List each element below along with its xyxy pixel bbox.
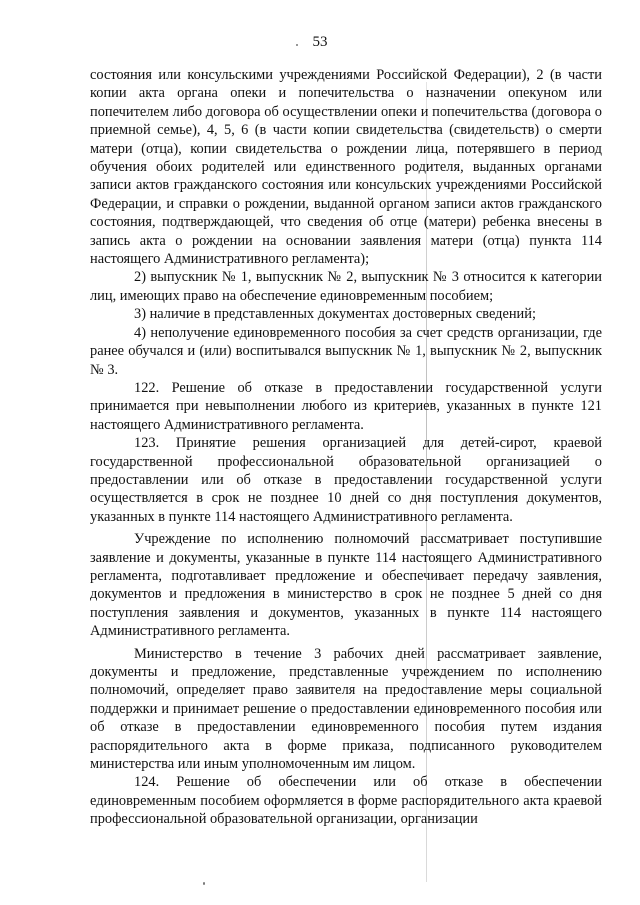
paragraph-continuation: состояния или консульскими учреждениями Российской Федерации), 2 (в части копии акта органа опеки и попечительства о назначении опекуном или попечителем либо договора об осуществлении опеки и попечительства (договора о приемной семье), 4, 5, 6 (в части копии свидетельства (свидетельств) о смерти матери (отца), копии свидетельства о рождении лица, потерявшего в период обучения обоих родителей или единственного родителя, выданных органами записи актов гражданского состояния или консульских учреждениями Российской Федерации, и справки о рождении, выданной органом записи актов гражданского состояния, подтверждающей, что сведения об отце (матери) ребенка внесены в запись акта о рождении на основании заявления матери (отца) пункта 114 настоящего Административного регламента); xyxy=(90,67,602,268)
scan-speck xyxy=(296,44,298,46)
list-item-3: 3) наличие в представленных документах достоверных сведений; xyxy=(134,306,536,323)
page-number: 53 xyxy=(312,34,328,50)
list-item-4: 4) неполучение единовременного пособия за счет средств организации, где ранее обучался и (или) воспитывался выпускник № 1, выпускник № 2, выпускник № 3. xyxy=(90,324,602,378)
scan-speck xyxy=(203,882,205,885)
paragraph-ministry: Министерство в течение 3 рабочих дней рассматривает заявление, документы и предложение, представленные учреждением по исполнению полномочий, определяет право заявителя на предоставление меры социальной поддержки и принимает решение о предоставлении единовременного пособия или об отказе в предоставлении единовременного пособия путем издания распорядительного акта в форме приказа, подписанного руководителем министерства или иным уполномоченным им лицом. xyxy=(90,645,602,773)
paragraph-institution: Учреждение по исполнению полномочий рассматривает поступившие заявление и документы, указанные в пункте 114 настоящего Административного регламента, подготавливает предложение и обеспечивает передачу заявления, документов и предложения в министерство в срок не позднее 5 дней со дня поступления заявления и документов, указанных в пункте 114 настоящего Административного регламента. xyxy=(90,531,602,640)
clause-124: 124. Решение об обеспечении или об отказе в обеспечении единовременным пособием оформляется в форме распорядительного акта краевой профессиональной образовательной организации, организации xyxy=(90,774,602,828)
document-body xyxy=(90,66,602,829)
clause-122: 122. Решение об отказе в предоставлении государственной услуги принимается при невыполнении любого из критериев, указанных в пункте 121 настоящего Административного регламента. xyxy=(90,379,602,433)
clause-123: 123. Принятие решения организацией для детей-сирот, краевой государственной профессиональной образовательной организацией о предоставлении или об отказе в предоставлении государственной услуги осуществляется в срок не позднее 10 дней со дня поступления документов, указанных в пункте 114 настоящего Административного регламента. xyxy=(90,435,602,525)
list-item-2: 2) выпускник № 1, выпускник № 2, выпускник № 3 относится к категории лиц, имеющих право на обеспечение единовременным пособием; xyxy=(90,269,602,304)
